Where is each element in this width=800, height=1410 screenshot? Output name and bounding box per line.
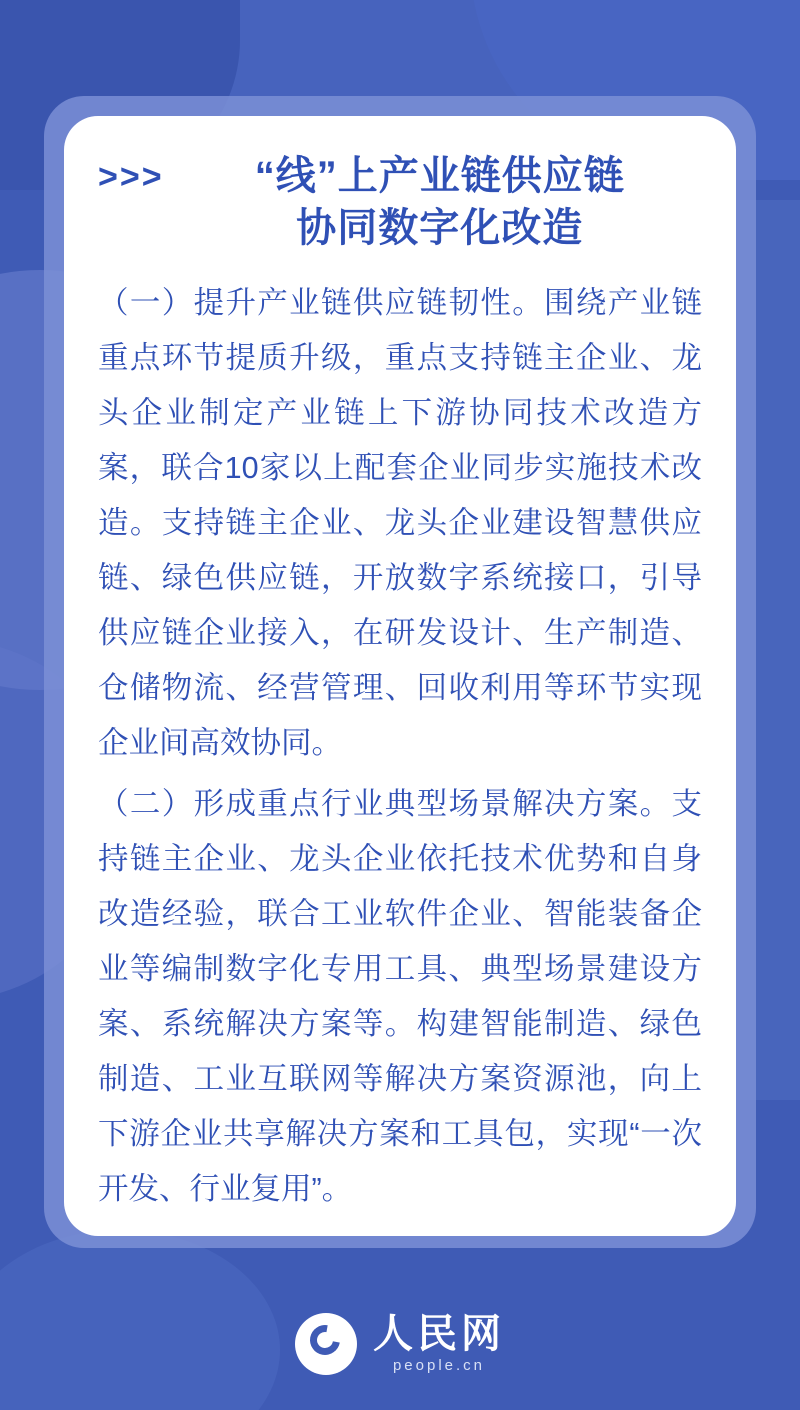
article-body <box>98 276 702 1217</box>
content-card <box>64 116 736 1236</box>
people-cn-logo-icon <box>295 1313 357 1375</box>
page-title-line-1: “线”上产业链供应链 <box>254 154 625 198</box>
page-title <box>184 150 702 254</box>
paragraph-two: （二）形成重点行业典型场景解决方案。支持链主企业、龙头企业依托技术优势和自身改造经验，联合工业软件企业、智能装备企业等编制数字化专用工具、典型场景建设方案、系统解决方案等。构建智能制造、绿色制造、工业互联网等解决方案资源池，向上下游企业共享解决方案和工具包，实现“一次开发、行业复用”。 <box>98 787 702 1206</box>
paragraph-one: （一）提升产业链供应链韧性。围绕产业链重点环节提质升级，重点支持链主企业、龙头企业制定产业链上下游协同技术改造方案，联合10家以上配套企业同步实施技术改造。支持链主企业、龙头企业建设智慧供应链、绿色供应链，开放数字系统接口，引导供应链企业接入，在研发设计、生产制造、仓储物流、经营管理、回收利用等环节实现企业间高效协同。 <box>98 286 702 760</box>
footer-branding <box>0 1312 800 1376</box>
brand-name-cn: 人民网 <box>373 1312 505 1356</box>
page-header <box>98 150 702 254</box>
brand-name-en: people.cn <box>392 1357 486 1374</box>
brand-text <box>373 1312 505 1376</box>
chevrons-icon: >>> <box>98 158 164 196</box>
page-title-line-2: 协同数字化改造 <box>296 206 584 250</box>
